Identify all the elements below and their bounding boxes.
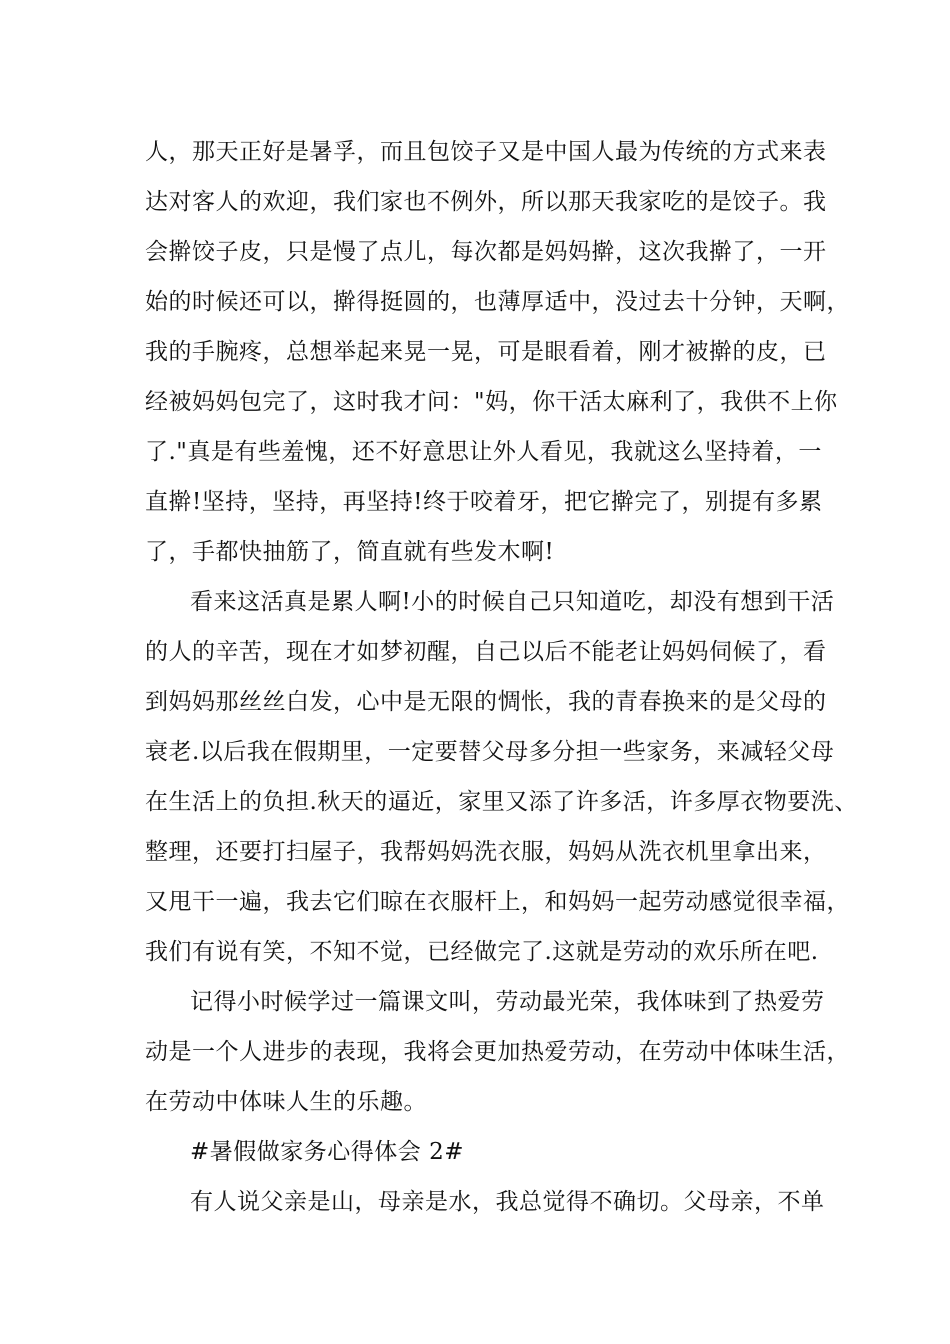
paragraph-start-line: 有人说父亲是山，母亲是水，我总觉得不确切。父母亲，不单 (190, 1189, 825, 1215)
text-line: 经被妈妈包完了，这时我才问："妈，你干活太麻利了，我供不上你 (145, 389, 838, 415)
text-line: 在劳动中体味人生的乐趣。 (145, 1089, 427, 1115)
text-line: 了，手都快抽筋了，简直就有些发木啊! (145, 539, 555, 565)
text-line: 衰老.以后我在假期里，一定要替父母多分担一些家务，来减轻父母 (145, 739, 835, 765)
text-line: 整理，还要打扫屋子，我帮妈妈洗衣服，妈妈从洗衣机里拿出来， (145, 839, 827, 865)
paragraph-start-line: 记得小时候学过一篇课文叫，劳动最光荣，我体味到了热爱劳 (190, 989, 825, 1015)
text-line: 人，那天正好是暑孚，而且包饺子又是中国人最为传统的方式来表 (145, 139, 827, 165)
section-heading: #暑假做家务心得体会 2# (190, 1139, 464, 1165)
text-line: 达对客人的欢迎，我们家也不例外，所以那天我家吃的是饺子。我 (145, 189, 827, 215)
text-line: 的人的辛苦，现在才如梦初醒，自己以后不能老让妈妈伺候了，看 (145, 639, 827, 665)
text-line: 我们有说有笑，不知不觉，已经做完了.这就是劳动的欢乐所在吧. (145, 939, 819, 965)
text-line: 到妈妈那丝丝白发，心中是无限的惆怅，我的青春换来的是父母的 (145, 689, 827, 715)
text-line: 会擀饺子皮，只是慢了点儿，每次都是妈妈擀，这次我擀了，一开 (145, 239, 827, 265)
text-line: 动是一个人进步的表现，我将会更加热爱劳动，在劳动中体味生活， (145, 1039, 850, 1065)
text-line: 在生活上的负担.秋天的逼近，家里又添了许多活，许多厚衣物要洗、 (145, 789, 858, 815)
text-line: 我的手腕疼，总想举起来晃一晃，可是眼看着，刚才被擀的皮，已 (145, 339, 827, 365)
paragraph-start-line: 看来这活真是累人啊!小的时候自己只知道吃，却没有想到干活 (190, 589, 835, 615)
text-line: 直擀!坚持，坚持，再坚持!终于咬着牙，把它擀完了，别提有多累 (145, 489, 823, 515)
text-line: 又甩干一遍，我去它们晾在衣服杆上，和妈妈一起劳动感觉很幸福， (145, 889, 850, 915)
text-line: 始的时候还可以，擀得挺圆的，也薄厚适中，没过去十分钟，天啊， (145, 289, 850, 315)
text-line: 了."真是有些羞愧，还不好意思让外人看见，我就这么坚持着，一 (145, 439, 822, 465)
